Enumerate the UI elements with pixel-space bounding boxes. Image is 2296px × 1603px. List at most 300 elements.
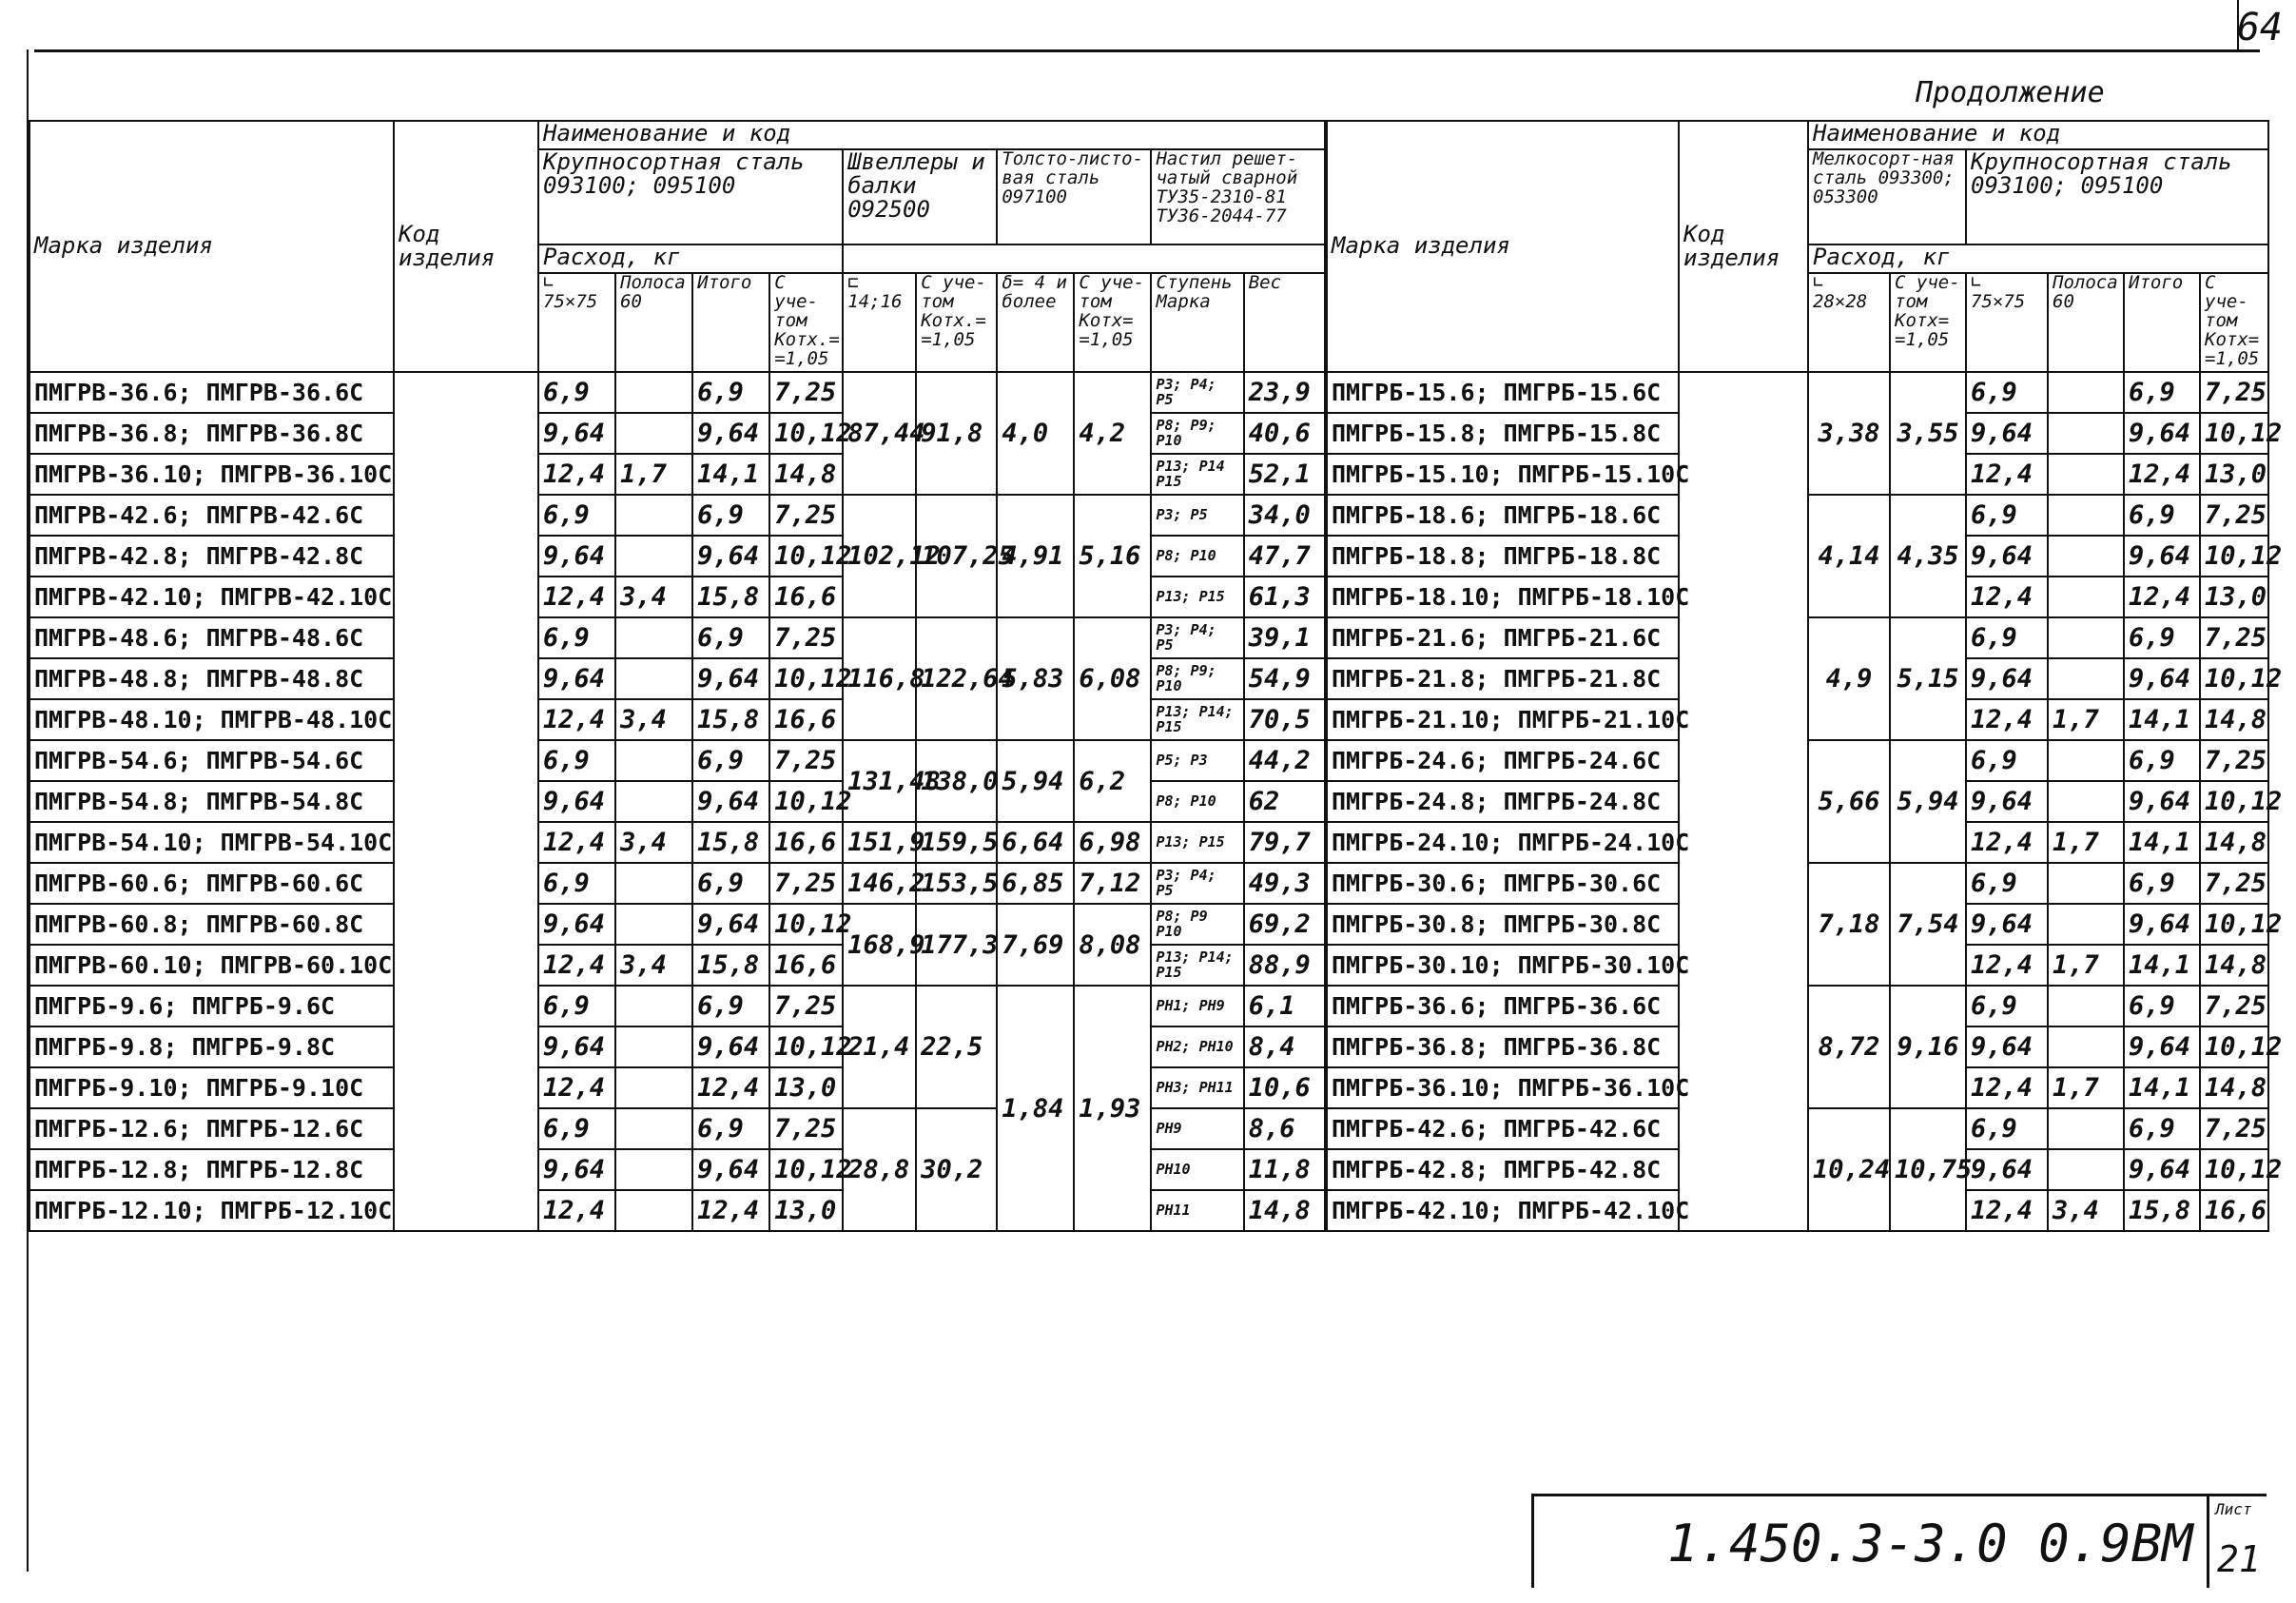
- strip-60-value: 1,7: [615, 454, 692, 495]
- sheet-number: 21: [2217, 1538, 2261, 1580]
- angle-75-value: 12,4: [1966, 1067, 2048, 1108]
- angle-75-value: 12,4: [538, 699, 615, 740]
- subtotal-value: 9,64: [2124, 536, 2200, 577]
- product-mark: ПМГРВ-42.10; ПМГРВ-42.10С: [29, 577, 394, 617]
- angle-28-value: 10,24: [1808, 1108, 1890, 1231]
- subtotal-value: 14,1: [2124, 699, 2200, 740]
- strip-60-value: [615, 1190, 692, 1231]
- subtotal-value: 6,9: [2124, 1108, 2200, 1149]
- strip-60-value: 1,7: [2048, 945, 2124, 986]
- header-polosa: Полоса 60: [615, 273, 692, 372]
- continuation-label: Продолжение: [1916, 76, 2105, 109]
- header-ugol28-k: С уче-том Котх= =1,05: [1890, 273, 1966, 372]
- subtotal-value: 6,9: [692, 617, 769, 658]
- step-weight: 47,7: [1244, 536, 1325, 577]
- product-mark: ПМГРВ-54.8; ПМГРВ-54.8С: [29, 781, 394, 822]
- channel-value: 102,12: [843, 495, 916, 617]
- subtotal-k-value: 10,12: [769, 536, 843, 577]
- angle-75-value: 12,4: [538, 945, 615, 986]
- angle-75-value: 12,4: [538, 577, 615, 617]
- header-itogo-right: Итого: [2124, 273, 2200, 372]
- angle-75-value: 6,9: [538, 372, 615, 413]
- step-weight: 52,1: [1244, 454, 1325, 495]
- plate-k-value: 7,12: [1074, 863, 1151, 904]
- product-mark: ПМГРБ-9.6; ПМГРБ-9.6С: [29, 986, 394, 1026]
- subtotal-value: 9,64: [2124, 658, 2200, 699]
- angle-75-value: 9,64: [538, 536, 615, 577]
- subtotal-k-value: 14,8: [2200, 699, 2268, 740]
- subtotal-k-value: 10,12: [2200, 413, 2268, 454]
- product-mark: ПМГРБ-9.10; ПМГРБ-9.10С: [29, 1067, 394, 1108]
- step-mark: Р13; Р14 Р15: [1151, 454, 1243, 495]
- product-mark: ПМГРВ-60.8; ПМГРВ-60.8С: [29, 904, 394, 945]
- step-weight: 23,9: [1244, 372, 1325, 413]
- plate-value: 5,83: [997, 617, 1074, 740]
- table-row: [29, 740, 1325, 781]
- subtotal-k-value: 7,25: [769, 986, 843, 1026]
- step-weight: 44,2: [1244, 740, 1325, 781]
- title-block: [1531, 1494, 2267, 1588]
- angle-75-value: 9,64: [1966, 904, 2048, 945]
- strip-60-value: [2048, 1149, 2124, 1190]
- header-tl: δ= 4 и более: [997, 273, 1074, 372]
- subtotal-value: 12,4: [2124, 577, 2200, 617]
- strip-60-value: [615, 1108, 692, 1149]
- angle-75-value: 9,64: [538, 904, 615, 945]
- product-mark: ПМГРБ-36.10; ПМГРБ-36.10С: [1327, 1067, 1679, 1108]
- subtotal-k-value: 7,25: [2200, 740, 2268, 781]
- channel-k-value: 153,5: [916, 863, 997, 904]
- strip-60-value: [2048, 658, 2124, 699]
- angle-28-value: 3,38: [1808, 372, 1890, 495]
- channel-value: 131,48: [843, 740, 916, 822]
- header-kod: Код изделия: [394, 121, 538, 372]
- subtotal-k-value: 14,8: [2200, 945, 2268, 986]
- angle-28-k-value: 3,55: [1890, 372, 1966, 495]
- angle-75-value: 9,64: [1966, 413, 2048, 454]
- product-mark: ПМГРБ-30.10; ПМГРБ-30.10С: [1327, 945, 1679, 986]
- subtotal-k-value: 10,12: [769, 1149, 843, 1190]
- angle-75-value: 6,9: [538, 986, 615, 1026]
- angle-28-value: 5,66: [1808, 740, 1890, 863]
- strip-60-value: [615, 495, 692, 536]
- product-mark: ПМГРБ-42.10; ПМГРБ-42.10С: [1327, 1190, 1679, 1231]
- subtotal-k-value: 7,25: [769, 495, 843, 536]
- strip-60-value: [615, 413, 692, 454]
- angle-28-value: 4,14: [1808, 495, 1890, 617]
- subtotal-k-value: 10,12: [2200, 658, 2268, 699]
- strip-60-value: [615, 536, 692, 577]
- subtotal-value: 14,1: [2124, 822, 2200, 863]
- step-weight: 14,8: [1244, 1190, 1325, 1231]
- product-mark: ПМГРБ-42.8; ПМГРБ-42.8С: [1327, 1149, 1679, 1190]
- sheet-label: Лист: [2215, 1500, 2252, 1518]
- strip-60-value: [2048, 577, 2124, 617]
- channel-k-value: 138,0: [916, 740, 997, 822]
- header-melkosort: Мелкосорт-ная сталь 093300; 053300: [1808, 149, 1966, 244]
- product-mark: ПМГРБ-12.6; ПМГРБ-12.6С: [29, 1108, 394, 1149]
- subtotal-k-value: 13,0: [769, 1067, 843, 1108]
- header-marka-right: Марка изделия: [1327, 121, 1679, 372]
- step-weight: 62: [1244, 781, 1325, 822]
- strip-60-value: [615, 986, 692, 1026]
- header-naimenovanie: Наименование и код: [538, 121, 1325, 149]
- angle-75-value: 6,9: [538, 617, 615, 658]
- channel-value: 146,2: [843, 863, 916, 904]
- step-mark: Р8; Р9; Р10: [1151, 413, 1243, 454]
- subtotal-k-value: 10,12: [769, 413, 843, 454]
- channel-value: 151,9: [843, 822, 916, 863]
- subtotal-k-value: 7,25: [2200, 495, 2268, 536]
- subtotal-value: 6,9: [2124, 740, 2200, 781]
- product-mark: ПМГРВ-36.6; ПМГРВ-36.6С: [29, 372, 394, 413]
- step-mark: Р8; Р9 Р10: [1151, 904, 1243, 945]
- product-mark: ПМГРБ-15.10; ПМГРБ-15.10С: [1327, 454, 1679, 495]
- subtotal-value: 9,64: [2124, 413, 2200, 454]
- right-consumption-table: [1326, 120, 2283, 1232]
- step-mark: РН3; РН11: [1151, 1067, 1243, 1108]
- subtotal-k-value: 7,25: [2200, 986, 2268, 1026]
- subtotal-k-value: 16,6: [2200, 1190, 2268, 1231]
- angle-28-k-value: 10,75: [1890, 1108, 1966, 1231]
- product-mark: ПМГРБ-15.8; ПМГРБ-15.8С: [1327, 413, 1679, 454]
- step-weight: 39,1: [1244, 617, 1325, 658]
- subtotal-k-value: 7,25: [2200, 863, 2268, 904]
- product-mark: ПМГРБ-21.8; ПМГРБ-21.8С: [1327, 658, 1679, 699]
- subtotal-k-value: 10,12: [2200, 1026, 2268, 1067]
- channel-k-value: 159,5: [916, 822, 997, 863]
- header-blank: [843, 244, 1325, 273]
- subtotal-value: 6,9: [692, 495, 769, 536]
- product-mark: ПМГРБ-12.10; ПМГРБ-12.10С: [29, 1190, 394, 1231]
- subtotal-k-value: 10,12: [2200, 781, 2268, 822]
- angle-75-value: 12,4: [1966, 577, 2048, 617]
- subtotal-value: 15,8: [692, 945, 769, 986]
- strip-60-value: [2048, 1108, 2124, 1149]
- channel-value: 87,44: [843, 372, 916, 495]
- plate-value: 1,84: [997, 986, 1074, 1231]
- header-shv: ⊏ 14;16: [843, 273, 916, 372]
- angle-75-value: 6,9: [1966, 617, 2048, 658]
- strip-60-value: 3,4: [2048, 1190, 2124, 1231]
- subtotal-value: 9,64: [692, 904, 769, 945]
- step-weight: 40,6: [1244, 413, 1325, 454]
- step-weight: 8,6: [1244, 1108, 1325, 1149]
- step-weight: 61,3: [1244, 577, 1325, 617]
- header-nastil: Настил решет-чатый сварной ТУЗ5-2310-81 ТУЗ6-2044-77: [1151, 149, 1325, 244]
- product-mark: ПМГРВ-54.10; ПМГРВ-54.10С: [29, 822, 394, 863]
- plate-value: 6,85: [997, 863, 1074, 904]
- product-mark: ПМГРВ-54.6; ПМГРВ-54.6С: [29, 740, 394, 781]
- subtotal-value: 9,64: [692, 658, 769, 699]
- plate-k-value: 1,93: [1074, 986, 1151, 1231]
- header-itogo: Итого: [692, 273, 769, 372]
- table-row: [29, 372, 1325, 413]
- angle-75-value: 6,9: [1966, 986, 2048, 1026]
- angle-75-value: 9,64: [538, 658, 615, 699]
- table-row: [1327, 372, 2268, 413]
- subtotal-value: 6,9: [692, 740, 769, 781]
- angle-75-value: 12,4: [538, 1190, 615, 1231]
- strip-60-value: [615, 658, 692, 699]
- plate-k-value: 6,98: [1074, 822, 1151, 863]
- plate-value: 6,64: [997, 822, 1074, 863]
- strip-60-value: [2048, 781, 2124, 822]
- strip-60-value: 3,4: [615, 822, 692, 863]
- angle-75-value: 9,64: [538, 781, 615, 822]
- table-row: [29, 904, 1325, 945]
- plate-k-value: 6,08: [1074, 617, 1151, 740]
- subtotal-k-value: 10,12: [2200, 536, 2268, 577]
- subtotal-k-value: 16,6: [769, 699, 843, 740]
- product-mark: ПМГРВ-60.6; ПМГРВ-60.6С: [29, 863, 394, 904]
- angle-28-k-value: 5,15: [1890, 617, 1966, 740]
- strip-60-value: [2048, 1026, 2124, 1067]
- subtotal-value: 12,4: [692, 1190, 769, 1231]
- subtotal-k-value: 10,12: [769, 1026, 843, 1067]
- table-row: [29, 986, 1325, 1026]
- strip-60-value: [2048, 495, 2124, 536]
- page-number: 64: [2236, 6, 2283, 49]
- header-ugol28: ∟ 28×28: [1808, 273, 1890, 372]
- subtotal-value: 9,64: [692, 536, 769, 577]
- angle-75-value: 12,4: [1966, 699, 2048, 740]
- table-row: [29, 863, 1325, 904]
- strip-60-value: 1,7: [2048, 1067, 2124, 1108]
- plate-value: 4,91: [997, 495, 1074, 617]
- angle-75-value: 9,64: [538, 1149, 615, 1190]
- angle-75-value: 6,9: [1966, 863, 2048, 904]
- plate-k-value: 5,16: [1074, 495, 1151, 617]
- angle-75-value: 12,4: [538, 1067, 615, 1108]
- strip-60-value: [615, 1149, 692, 1190]
- channel-value: 28,8: [843, 1108, 916, 1231]
- product-mark: ПМГРВ-48.8; ПМГРВ-48.8С: [29, 658, 394, 699]
- angle-28-k-value: 4,35: [1890, 495, 1966, 617]
- subtotal-k-value: 16,6: [769, 822, 843, 863]
- subtotal-k-value: 7,25: [2200, 1108, 2268, 1149]
- angle-75-value: 9,64: [1966, 658, 2048, 699]
- plate-k-value: 4,2: [1074, 372, 1151, 495]
- subtotal-value: 14,1: [692, 454, 769, 495]
- subtotal-value: 9,64: [692, 1149, 769, 1190]
- strip-60-value: [615, 372, 692, 413]
- subtotal-k-value: 10,12: [769, 781, 843, 822]
- channel-k-value: 107,25: [916, 495, 997, 617]
- subtotal-value: 12,4: [692, 1067, 769, 1108]
- angle-75-value: 6,9: [1966, 372, 2048, 413]
- step-mark: Р13; Р14; Р15: [1151, 945, 1243, 986]
- subtotal-value: 12,4: [2124, 454, 2200, 495]
- step-weight: 70,5: [1244, 699, 1325, 740]
- header-marka: Марка изделия: [29, 121, 394, 372]
- subtotal-k-value: 10,12: [769, 658, 843, 699]
- header-shv-k: С уче-том Котх.= =1,05: [916, 273, 997, 372]
- product-mark: ПМГРБ-24.10; ПМГРБ-24.10С: [1327, 822, 1679, 863]
- angle-28-k-value: 7,54: [1890, 863, 1966, 986]
- strip-60-value: [615, 740, 692, 781]
- product-code-cell: [1679, 372, 1808, 1231]
- step-weight: 6,1: [1244, 986, 1325, 1026]
- subtotal-k-value: 7,25: [2200, 372, 2268, 413]
- subtotal-k-value: 13,0: [2200, 454, 2268, 495]
- header-skomp: С уче-том Котх.= =1,05: [769, 273, 843, 372]
- header-stupen: Ступень Марка: [1151, 273, 1243, 372]
- angle-28-k-value: 9,16: [1890, 986, 1966, 1108]
- subtotal-value: 14,1: [2124, 945, 2200, 986]
- subtotal-value: 6,9: [2124, 495, 2200, 536]
- step-mark: Р8; Р10: [1151, 536, 1243, 577]
- product-mark: ПМГРБ-15.6; ПМГРБ-15.6С: [1327, 372, 1679, 413]
- strip-60-value: [615, 904, 692, 945]
- plate-value: 5,94: [997, 740, 1074, 822]
- subtotal-value: 14,1: [2124, 1067, 2200, 1108]
- subtotal-value: 6,9: [692, 1108, 769, 1149]
- step-weight: 34,0: [1244, 495, 1325, 536]
- strip-60-value: [615, 781, 692, 822]
- subtotal-value: 6,9: [2124, 863, 2200, 904]
- subtotal-value: 9,64: [2124, 781, 2200, 822]
- subtotal-value: 15,8: [692, 699, 769, 740]
- channel-k-value: 177,3: [916, 904, 997, 986]
- header-tolstolist: Толсто-листо-вая сталь 097100: [997, 149, 1151, 244]
- angle-75-value: 6,9: [1966, 495, 2048, 536]
- step-mark: РН9: [1151, 1108, 1243, 1149]
- top-frame-line: [34, 49, 2260, 52]
- subtotal-value: 6,9: [2124, 617, 2200, 658]
- subtotal-k-value: 13,0: [769, 1190, 843, 1231]
- step-mark: Р3; Р4; Р5: [1151, 617, 1243, 658]
- header-ves: Вес: [1244, 273, 1325, 372]
- step-mark: Р8; Р9; Р10: [1151, 658, 1243, 699]
- channel-value: 168,9: [843, 904, 916, 986]
- subtotal-value: 9,64: [2124, 904, 2200, 945]
- subtotal-k-value: 14,8: [2200, 1067, 2268, 1108]
- table-row: [29, 822, 1325, 863]
- strip-60-value: [615, 863, 692, 904]
- strip-60-value: [2048, 536, 2124, 577]
- header-krupnosort: Крупносортная сталь 093100; 095100: [538, 149, 843, 244]
- step-mark: Р3; Р4; Р5: [1151, 372, 1243, 413]
- header-tl-k: С уче-том Котх= =1,05: [1074, 273, 1151, 372]
- angle-75-value: 9,64: [1966, 1149, 2048, 1190]
- strip-60-value: [615, 617, 692, 658]
- strip-60-value: 1,7: [2048, 822, 2124, 863]
- subtotal-k-value: 14,8: [769, 454, 843, 495]
- step-weight: 8,4: [1244, 1026, 1325, 1067]
- strip-60-value: [2048, 454, 2124, 495]
- angle-75-value: 12,4: [1966, 454, 2048, 495]
- header-polosa-right: Полоса 60: [2048, 273, 2124, 372]
- subtotal-k-value: 10,12: [2200, 904, 2268, 945]
- strip-60-value: 3,4: [615, 577, 692, 617]
- strip-60-value: 1,7: [2048, 699, 2124, 740]
- angle-75-value: 12,4: [1966, 1190, 2048, 1231]
- product-mark: ПМГРВ-42.6; ПМГРВ-42.6С: [29, 495, 394, 536]
- product-mark: ПМГРВ-36.8; ПМГРВ-36.8С: [29, 413, 394, 454]
- strip-60-value: [2048, 413, 2124, 454]
- subtotal-k-value: 7,25: [769, 863, 843, 904]
- step-mark: РН11: [1151, 1190, 1243, 1231]
- product-mark: ПМГРБ-18.10; ПМГРБ-18.10С: [1327, 577, 1679, 617]
- step-weight: 10,6: [1244, 1067, 1325, 1108]
- subtotal-value: 9,64: [2124, 1149, 2200, 1190]
- angle-75-value: 9,64: [1966, 781, 2048, 822]
- product-mark: ПМГРБ-30.6; ПМГРБ-30.6С: [1327, 863, 1679, 904]
- left-consumption-table: [29, 120, 1326, 1232]
- header-ugol75: ∟ 75×75: [538, 273, 615, 372]
- step-weight: 88,9: [1244, 945, 1325, 986]
- subtotal-k-value: 16,6: [769, 577, 843, 617]
- subtotal-value: 6,9: [2124, 986, 2200, 1026]
- subtotal-value: 15,8: [2124, 1190, 2200, 1231]
- angle-75-value: 6,9: [538, 863, 615, 904]
- header-ugol75-right: ∟ 75×75: [1966, 273, 2048, 372]
- subtotal-value: 6,9: [692, 986, 769, 1026]
- angle-28-k-value: 5,94: [1890, 740, 1966, 863]
- product-mark: ПМГРВ-60.10; ПМГРВ-60.10С: [29, 945, 394, 986]
- product-mark: ПМГРБ-21.6; ПМГРБ-21.6С: [1327, 617, 1679, 658]
- plate-k-value: 6,2: [1074, 740, 1151, 822]
- step-weight: 79,7: [1244, 822, 1325, 863]
- document-code: 1.450.3-3.0 0.9ВМ: [1667, 1514, 2193, 1574]
- product-mark: ПМГРБ-12.8; ПМГРБ-12.8С: [29, 1149, 394, 1190]
- angle-75-value: 9,64: [538, 413, 615, 454]
- header-itogo-k-right: С уче-том Котх= =1,05: [2200, 273, 2268, 372]
- subtotal-k-value: 7,25: [769, 372, 843, 413]
- angle-75-value: 6,9: [538, 495, 615, 536]
- subtotal-k-value: 7,25: [769, 1108, 843, 1149]
- angle-75-value: 12,4: [538, 822, 615, 863]
- plate-value: 7,69: [997, 904, 1074, 986]
- subtotal-k-value: 10,12: [2200, 1149, 2268, 1190]
- product-mark: ПМГРБ-30.8; ПМГРБ-30.8С: [1327, 904, 1679, 945]
- product-mark: ПМГРБ-9.8; ПМГРБ-9.8С: [29, 1026, 394, 1067]
- subtotal-value: 9,64: [692, 781, 769, 822]
- plate-k-value: 8,08: [1074, 904, 1151, 986]
- channel-k-value: 22,5: [916, 986, 997, 1108]
- product-mark: ПМГРБ-24.6; ПМГРБ-24.6С: [1327, 740, 1679, 781]
- table-row: [29, 617, 1325, 658]
- angle-28-value: 7,18: [1808, 863, 1890, 986]
- plate-value: 4,0: [997, 372, 1074, 495]
- product-mark: ПМГРБ-24.8; ПМГРБ-24.8С: [1327, 781, 1679, 822]
- angle-75-value: 9,64: [538, 1026, 615, 1067]
- angle-75-value: 6,9: [538, 1108, 615, 1149]
- channel-k-value: 30,2: [916, 1108, 997, 1231]
- subtotal-value: 6,9: [692, 372, 769, 413]
- angle-75-value: 12,4: [1966, 822, 2048, 863]
- step-mark: Р8; Р10: [1151, 781, 1243, 822]
- header-rashod-right: Расход, кг: [1808, 244, 2268, 273]
- subtotal-k-value: 13,0: [2200, 577, 2268, 617]
- header-rashod: Расход, кг: [538, 244, 843, 273]
- angle-75-value: 9,64: [1966, 1026, 2048, 1067]
- strip-60-value: [615, 1067, 692, 1108]
- angle-75-value: 6,9: [1966, 1108, 2048, 1149]
- strip-60-value: [2048, 904, 2124, 945]
- angle-75-value: 12,4: [1966, 945, 2048, 986]
- step-weight: 11,8: [1244, 1149, 1325, 1190]
- header-kod-right: Код изделия: [1679, 121, 1808, 372]
- step-mark: РН1; РН9: [1151, 986, 1243, 1026]
- sheet-cell: [2207, 1496, 2267, 1588]
- strip-60-value: [2048, 740, 2124, 781]
- subtotal-k-value: 7,25: [769, 617, 843, 658]
- channel-k-value: 122,64: [916, 617, 997, 740]
- channel-k-value: 91,8: [916, 372, 997, 495]
- step-mark: Р3; Р4; Р5: [1151, 863, 1243, 904]
